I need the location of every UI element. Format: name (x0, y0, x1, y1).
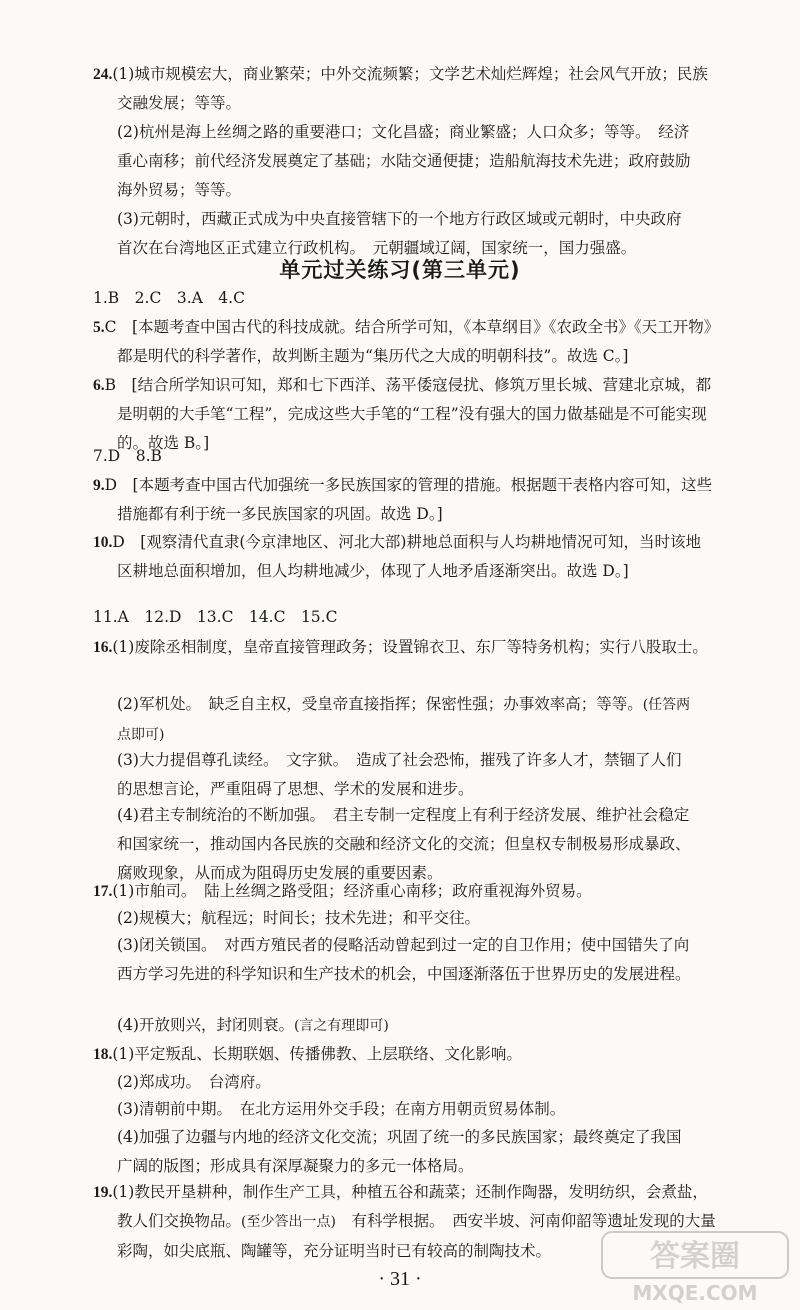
answer-17-part2: (2)规模大；航程远；时间长；技术先进；和平交往。 (117, 909, 480, 927)
answer-16-part1: 16.(1)废除丞相制度，皇帝直接管理政务；设置锦衣卫、东厂等特务机构；实行八股取士。 (93, 638, 708, 656)
watermark-graphic (600, 1228, 790, 1306)
answer-24-part1: 24.(1)城市规模宏大，商业繁荣；中外交流频繁；文学艺术灿烂辉煌；社会风气开放；民族交融发展；等等。 (93, 65, 708, 112)
page-number: · 31 · (378, 1268, 422, 1290)
question-number: 10. (93, 534, 113, 551)
answer-17-part1: 17.(1)市舶司。 陆上丝绸之路受阻；经济重心南移；政府重视海外贸易。 (93, 882, 592, 900)
answer-19-part1: 19.(1)教民开垦耕种，制作生产工具，种植五谷和蔬菜；还制作陶器，发明纺织，会煮盐，教人们交换物品。(至少答出一点) 有科学根据。 西安半坡、河南仰韶等遗址发现的大量彩陶，如尖底瓶、陶罐等，充分证明当时已有较高的制陶技术。 (93, 1183, 716, 1260)
answer-17-part4: (4)开放则兴，封闭则衰。(言之有理即可) (117, 1016, 389, 1034)
answer-5: 5.C [本题考查中国古代的科技成就。结合所学可知，《本草纲目》《农政全书》《天工开物》都是明代的科学著作，故判断主题为“集历代之大成的明朝科技”。故选 C。] (93, 318, 712, 365)
answer-note: (言之有理即可) (293, 1018, 389, 1034)
answer-18-part1: 18.(1)平定叛乱、长期联姻、传播佛教、上层联络、文化影响。 (93, 1045, 522, 1063)
answer-9: 9.D [本题考查中国古代加强统一多民族国家的管理的措施。根据题干表格内容可知，这些措施都有利于统一多民族国家的巩固。故选 D。] (93, 476, 713, 523)
watermark-text-cn: 答案圈 (650, 1239, 740, 1274)
question-number: 17. (93, 883, 113, 900)
question-number: 5. (93, 319, 105, 336)
section-title: 单元过关练习(第三单元) (279, 258, 521, 282)
answer-16-part4: (4)君主专制统治的不断加强。 君主专制一定程度上有利于经济发展、维护社会稳定和国家统一，推动国内各民族的交融和经济文化的交流；但皇权专制极易形成暴政、腐败现象，从而成为阻碍历史发展的重要因素。 (117, 806, 691, 882)
question-number: 19. (93, 1184, 113, 1201)
answers-1-4: 1.B 2.C 3.A 4.C (93, 289, 245, 307)
answer-note: (至少答出一点) (241, 1214, 336, 1230)
question-number: 18. (93, 1046, 113, 1063)
question-number: 24. (93, 66, 113, 83)
answer-16-part2: (2)军机处。 缺乏自主权，受皇帝直接指挥；保密性强；办事效率高；等等。(任答两点即可) (117, 695, 691, 743)
question-number: 16. (93, 639, 113, 656)
answers-11-15: 11.A 12.D 13.C 14.C 15.C (93, 608, 338, 626)
answer-17-part3: (3)闭关锁国。 对西方殖民者的侵略活动曾起到过一定的自卫作用；使中国错失了向西方学习先进的科学知识和生产技术的机会，中国逐渐落伍于世界历史的发展进程。 (117, 936, 691, 983)
answer-16-part3: (3)大力提倡尊孔读经。 文字狱。 造成了社会恐怖，摧残了许多人才，禁锢了人们的思想言论，严重阻碍了思想、学术的发展和进步。 (117, 751, 682, 798)
answer-note: (任答两点即可) (117, 697, 691, 743)
watermark-logo (600, 1228, 790, 1306)
answer-24-part3: (3)元朝时，西藏正式成为中央直接管辖下的一个地方行政区域或元朝时，中央政府首次在台湾地区正式建立行政机构。 元朝疆域辽阔，国家统一，国力强盛。 (117, 210, 682, 257)
answer-6: 6.B [结合所学知识可知，郑和七下西洋、荡平倭寇侵扰、修筑万里长城、营建北京城，都是明朝的大手笔“工程”，完成这些大手笔的“工程”没有强大的国力做基础是不可能实现的。故选 B。] (93, 376, 712, 452)
answers-7-8: 7.D 8.B (93, 447, 162, 465)
watermark-text-url: MXQE.COM (632, 1281, 758, 1305)
question-number: 9. (93, 477, 105, 494)
answer-24-part2: (2)杭州是海上丝绸之路的重要港口；文化昌盛；商业繁盛；人口众多；等等。 经济重心南移；前代经济发展奠定了基础；水陆交通便捷；造船航海技术先进；政府鼓励海外贸易；等等。 (117, 123, 691, 199)
answer-18-part4: (4)加强了边疆与内地的经济文化交流；巩固了统一的多民族国家；最终奠定了我国广阔的版图；形成具有深厚凝聚力的多元一体格局。 (117, 1128, 682, 1175)
answer-18-part3: (3)清朝前中期。 在北方运用外交手段；在南方用朝贡贸易体制。 (117, 1100, 566, 1118)
answer-10: 10.D [观察清代直隶(今京津地区、河北大部)耕地总面积与人均耕地情况可知，当时该地区耕地总面积增加，但人均耕地减少，体现了人地矛盾逐渐突出。故选 D。] (93, 533, 701, 580)
question-number: 6. (93, 377, 105, 394)
answer-18-part2: (2)郑成功。 台湾府。 (117, 1073, 271, 1091)
